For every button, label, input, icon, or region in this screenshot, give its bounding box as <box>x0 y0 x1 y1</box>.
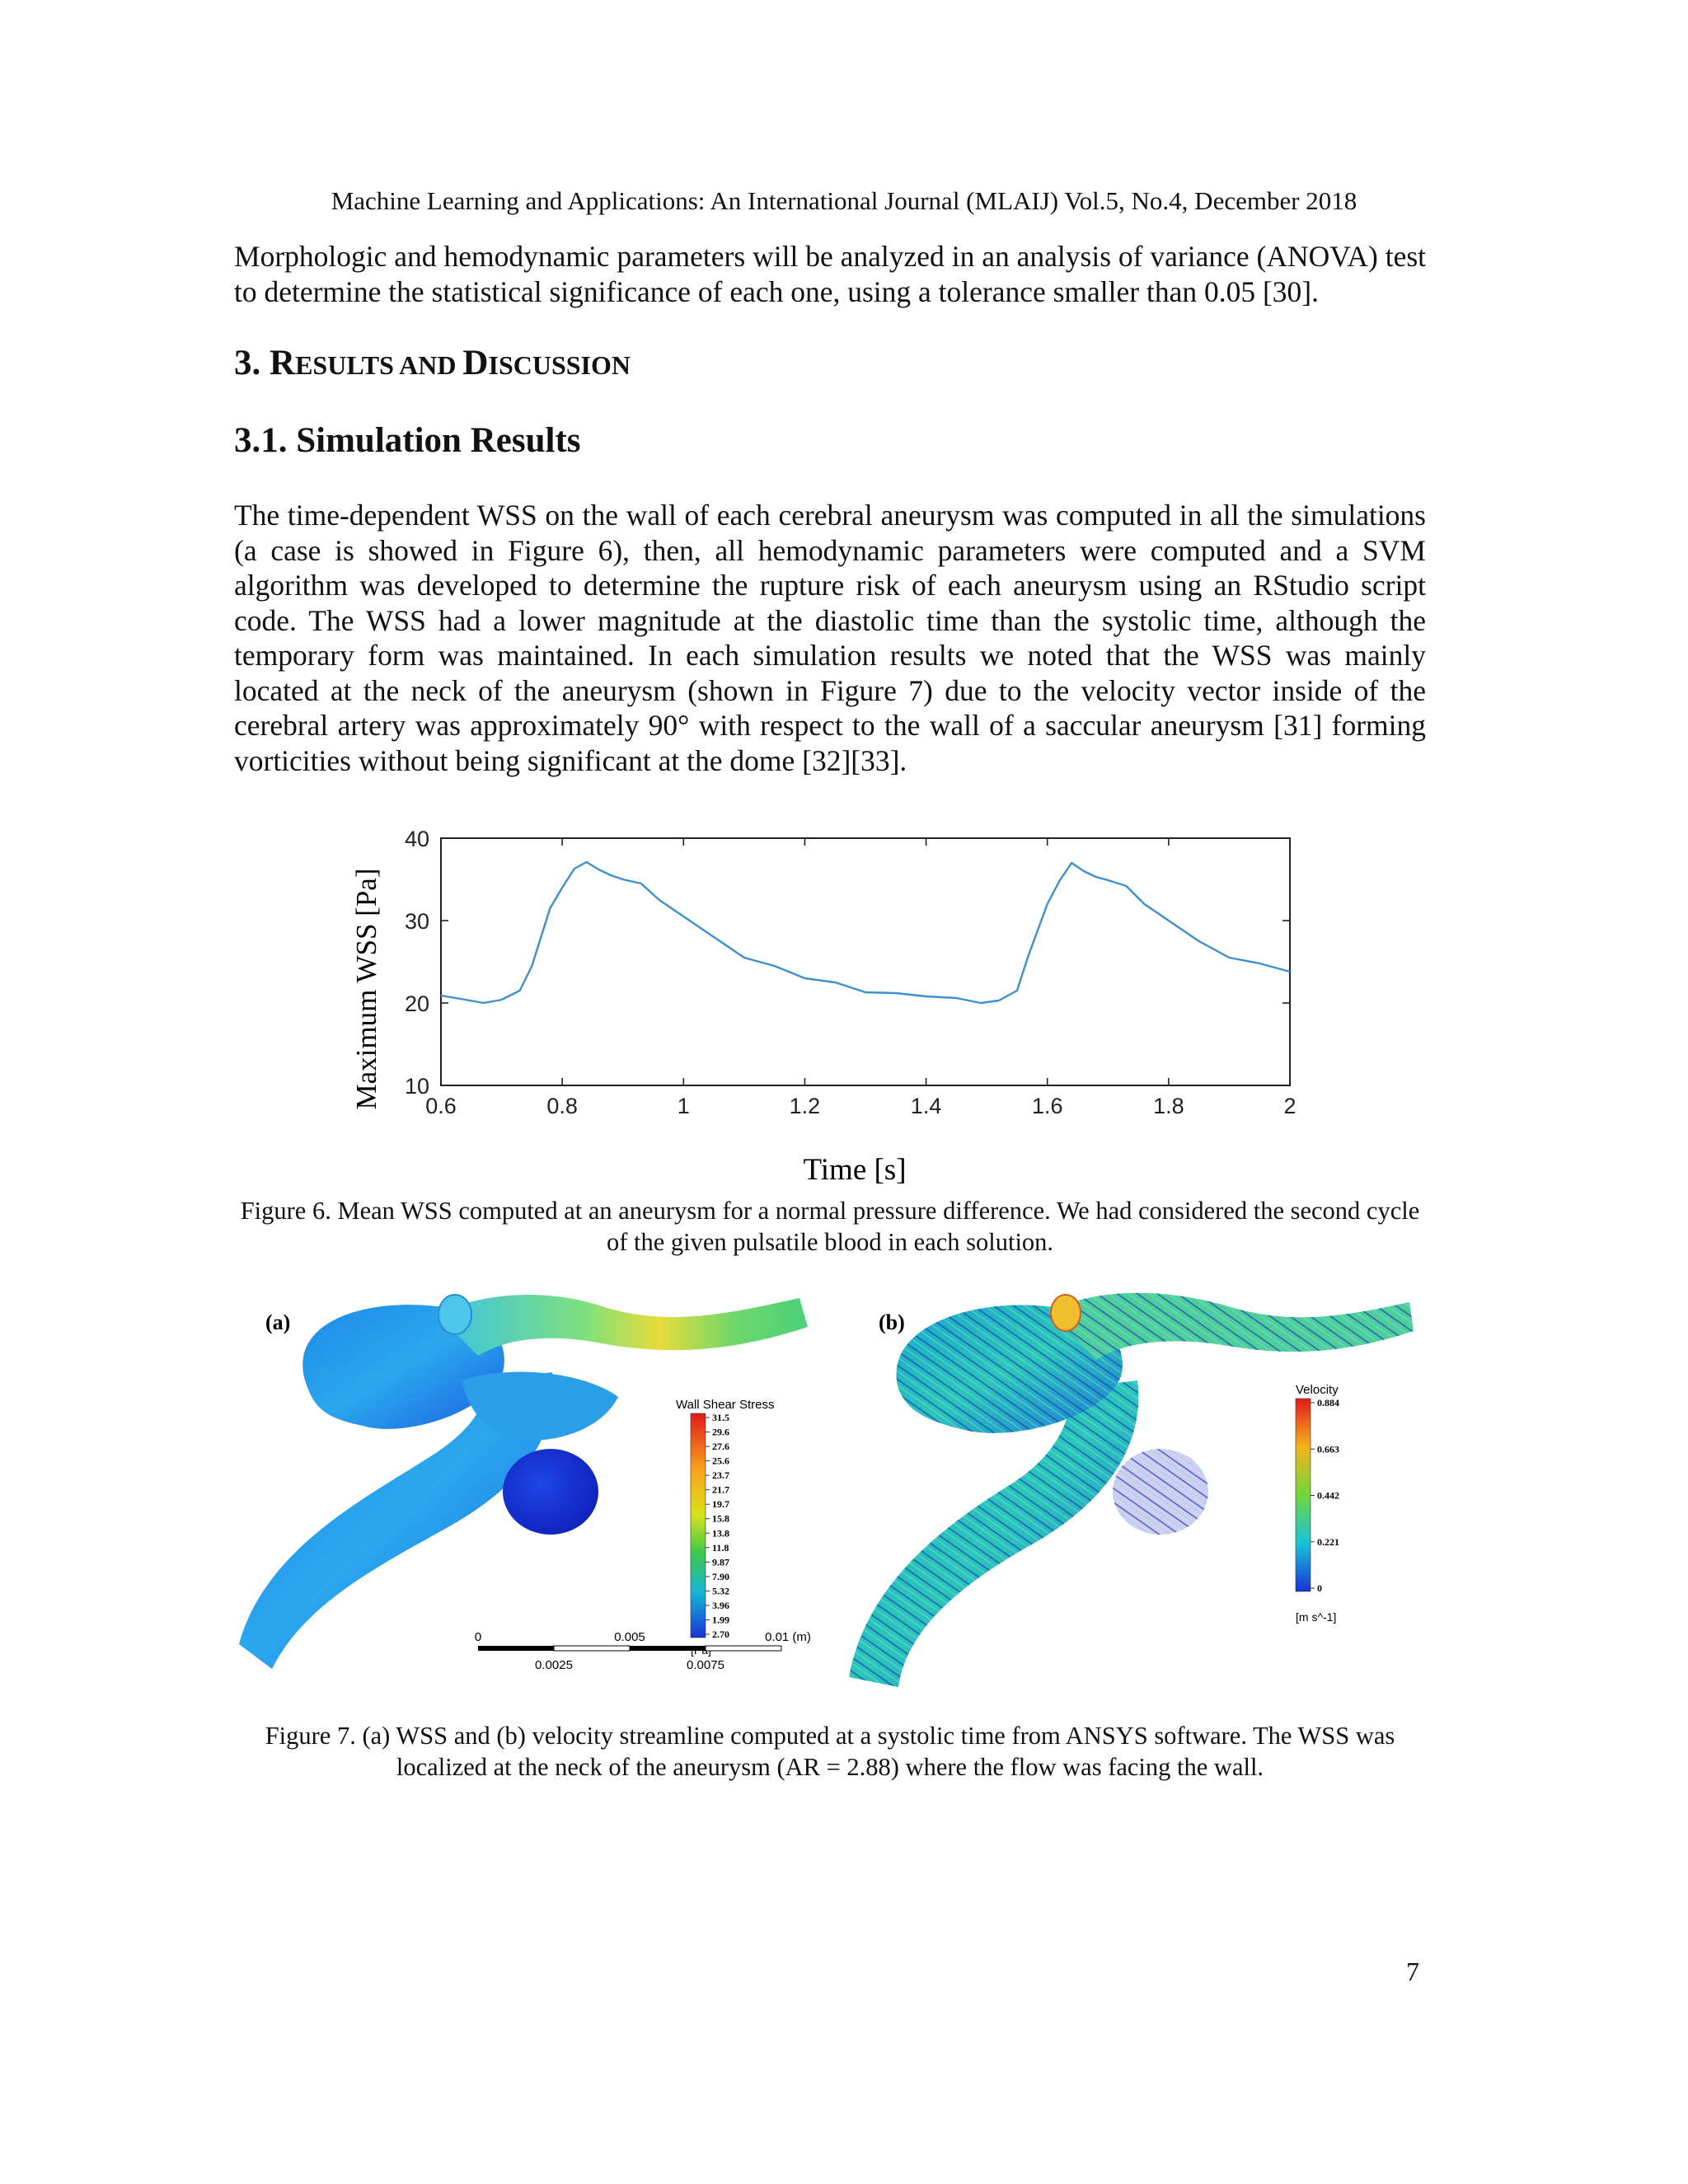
section-number: 3. <box>234 344 270 382</box>
colorbar-tick-label: 0.884 <box>1317 1397 1339 1408</box>
x-tick-label: 0.6 <box>425 1094 457 1118</box>
section-title-part: ISCUSSION <box>488 350 631 380</box>
x-tick-label: 1.6 <box>1031 1094 1063 1118</box>
chart-series-line <box>441 862 1290 1003</box>
subsection-heading: 3.1. Simulation Results <box>234 421 581 460</box>
panel-b-label: (b) <box>879 1310 905 1334</box>
colorbar-tick-label: 5.32 <box>712 1585 729 1597</box>
streamline-texture <box>1051 1293 1414 1360</box>
colorbar-tick-label: 31.5 <box>712 1412 729 1423</box>
colorbar-tick-label: 1.99 <box>712 1614 729 1626</box>
chart-ticks <box>405 827 1296 1118</box>
intro-paragraph: Morphologic and hemodynamic parameters will be analyzed in an analysis of variance (ANOVA) test to determine the statistical significance of each one, using a tolerance smaller than 0.05 [30]. <box>234 240 1426 308</box>
scale-label: 0.005 <box>614 1630 645 1644</box>
velocity-legend-unit: [m s^-1] <box>1296 1610 1337 1624</box>
colorbar-tick-label: 13.8 <box>712 1527 729 1540</box>
section-heading <box>234 343 631 383</box>
y-tick-label: 20 <box>404 991 429 1016</box>
x-tick-label: 0.8 <box>546 1094 578 1118</box>
scale-label: 0.01 (m) <box>765 1630 811 1644</box>
x-tick-label: 1 <box>677 1094 690 1118</box>
x-tick-label: 1.2 <box>789 1094 821 1118</box>
wss-legend-title: Wall Shear Stress <box>676 1398 775 1412</box>
figure-6-caption: Figure 6. Mean WSS computed at an aneurysm for a normal pressure difference. We had considered the second cycle of the given pulsatile blood in each solution. <box>240 1197 1420 1256</box>
colorbar-tick-label: 0 <box>1317 1582 1322 1594</box>
colorbar-tick-label: 25.6 <box>712 1455 729 1467</box>
y-tick-label: 40 <box>404 827 429 851</box>
section-title-part: ESULTS <box>295 350 394 380</box>
figure-7-image <box>239 1282 1436 1687</box>
section-title-part: D <box>462 344 489 382</box>
artery-upper-branch <box>437 1295 808 1356</box>
colorbar-tick-label: 15.8 <box>712 1512 729 1525</box>
velocity-legend-title: Velocity <box>1296 1383 1339 1397</box>
velocity-colorbar <box>1296 1399 1311 1591</box>
y-tick-label: 10 <box>404 1074 429 1099</box>
colorbar-tick-label: 19.7 <box>712 1498 729 1511</box>
section-title-part: AND <box>393 350 463 380</box>
page-number: 7 <box>1406 1957 1419 1986</box>
colorbar-tick-label: 11.8 <box>712 1541 729 1554</box>
scale-label: 0 <box>474 1630 482 1644</box>
figure-7-panel-a <box>239 1295 811 1672</box>
colorbar-tick-label: 9.87 <box>712 1556 729 1568</box>
streamline-texture <box>1113 1449 1208 1535</box>
colorbar-tick-label: 21.7 <box>712 1483 729 1496</box>
results-paragraph: The time-dependent WSS on the wall of each cerebral aneurysm was computed in all the simulations (a case is showed in Figure 6), then, all hemodynamic parameters were computed and a SVM algorithm was developed to determine the rupture risk of each aneurysm using an RStudio script code. The WSS had a lower magnitude at the diastolic time than the systolic time, although the temporary form was maintained. In each simulation results we noted that the WSS was mainly located at the neck of the aneurysm (shown in Figure 7) due to the velocity vector inside of the cerebral artery was approximately 90° with respect to the wall of a saccular aneurysm [31] forming vorticities without being significant at the dome [32][33]. <box>234 499 1426 777</box>
figure-7-caption: Figure 7. (a) WSS and (b) velocity streamline computed at a systolic time from ANSYS software. The WSS was localized at the neck of the aneurysm (AR = 2.88) where the flow was facing the wall. <box>265 1722 1395 1781</box>
colorbar-tick-label: 2.70 <box>712 1629 729 1640</box>
colorbar-tick-label: 29.6 <box>712 1426 729 1438</box>
colorbar-tick-label: 3.96 <box>712 1599 729 1611</box>
colorbar-tick-label: 23.7 <box>712 1469 729 1482</box>
artery-opening <box>438 1295 471 1334</box>
colorbar-tick-label: 27.6 <box>712 1441 729 1453</box>
colorbar-tick-label: 0.221 <box>1317 1535 1339 1548</box>
colorbar-tick-label: 7.90 <box>712 1570 729 1582</box>
chart-y-axis-label: Maximum WSS [Pa] <box>350 868 382 1110</box>
chart-x-axis-label: Time [s] <box>803 1153 907 1187</box>
figure-7-panel-b <box>849 1293 1414 1687</box>
scale-bar <box>475 1630 811 1672</box>
colorbar-tick-label: 0.663 <box>1317 1443 1339 1455</box>
chart-frame <box>441 838 1290 1085</box>
panel-a-label: (a) <box>265 1310 291 1334</box>
wss-series-line <box>441 862 1290 1003</box>
colorbar-tick-label: 0.442 <box>1317 1489 1339 1502</box>
scale-label: 0.0075 <box>687 1658 724 1672</box>
aneurysm-dome <box>503 1449 598 1535</box>
chart-plot-area <box>441 838 1290 1085</box>
figure-6-chart <box>346 820 1319 1191</box>
inlet-opening <box>1051 1295 1081 1331</box>
running-header: Machine Learning and Applications: An International Journal (MLAIJ) Vol.5, No.4, December 2018 <box>331 186 1357 215</box>
wss-colorbar-ticks <box>706 1412 729 1640</box>
x-tick-label: 1.4 <box>910 1094 942 1118</box>
velocity-colorbar-ticks <box>1311 1397 1339 1594</box>
scale-label: 0.0025 <box>535 1658 573 1672</box>
y-tick-label: 30 <box>404 909 429 934</box>
section-title-part: R <box>270 344 296 382</box>
x-tick-label: 1.8 <box>1153 1094 1184 1118</box>
wss-colorbar <box>691 1413 706 1638</box>
x-tick-label: 2 <box>1283 1094 1296 1118</box>
